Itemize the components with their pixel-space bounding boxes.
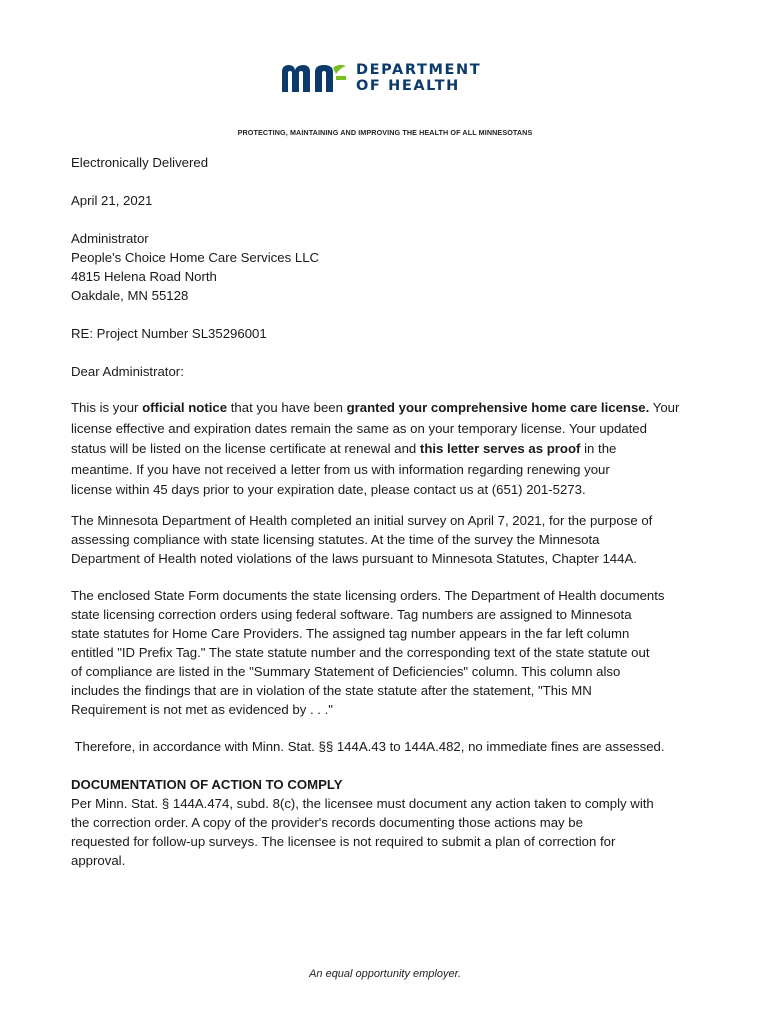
address-line: Administrator [71,231,149,246]
date-text: April 21, 2021 [71,193,153,208]
paragraph-line: Department of Health noted violations of the laws pursuant to Minnesota Statutes, Chapter 144A. [71,551,637,566]
paragraph-line: the correction order. A copy of the provider's records documenting those actions may be [71,815,583,830]
paragraph-line: state statutes for Home Care Providers. The assigned tag number appears in the far left column [71,626,630,641]
bold-letter-proof: this letter serves as proof [419,441,581,456]
paragraph-line: approval. [71,853,126,868]
paragraph-state-form [71,586,701,719]
section-documentation [71,775,701,870]
text-run: Your [649,400,680,415]
bold-granted-license: granted your comprehensive home care license. [346,400,650,415]
paragraph-line: Requirement is not met as evidenced by . . ." [71,702,333,717]
text-run: status will be listed on the license certificate at renewal and [71,441,420,456]
salutation [71,362,701,381]
paragraph-line: license within 45 days prior to your expiration date, please contact us at (651) 201-5273. [71,482,586,497]
re-text: RE: Project Number SL35296001 [71,326,267,341]
paragraph-line: Therefore, in accordance with Minn. Stat. §§ 144A.43 to 144A.482, no immediate fines are assessed. [71,739,665,754]
bold-official-notice: official notice [142,400,228,415]
paragraph-line: state licensing correction orders using federal software. Tag numbers are assigned to Minnesota [71,607,632,622]
paragraph-no-fines [71,737,701,756]
footer-eoe: An equal opportunity employer. [309,968,461,980]
paragraph-line: meantime. If you have not received a letter from us with information regarding renewing your [71,461,610,477]
paragraph-line: The enclosed State Form documents the state licensing orders. The Department of Health documents [71,588,665,603]
logo-line-department: DEPARTMENT [356,62,482,78]
paragraph-line [71,439,701,460]
section-heading: DOCUMENTATION OF ACTION TO COMPLY [71,777,343,792]
paragraph-license-granted [71,398,701,501]
paragraph-line: of compliance are listed in the "Summary Statement of Deficiencies" column. This column also [71,664,621,679]
recipient-address [71,229,701,305]
mdh-logo [280,60,481,96]
paragraph-line: Per Minn. Stat. § 144A.474, subd. 8(c), the licensee must document any action taken to comply with [71,796,654,811]
tagline: PROTECTING, MAINTAINING AND IMPROVING THE HEALTH OF ALL MINNESOTANS [237,128,533,137]
address-line: 4815 Helena Road North [71,269,217,284]
paragraph-survey [71,511,701,568]
delivery-method [71,153,701,172]
paragraph-line: entitled "ID Prefix Tag." The state statute number and the corresponding text of the state statute out [71,645,650,660]
address-line: Oakdale, MN 55128 [71,288,189,303]
text-run: This is your [71,400,143,415]
paragraph-line: assessing compliance with state licensing statutes. At the time of the survey the Minnesota [71,532,600,547]
paragraph-line: requested for follow-up surveys. The licensee is not required to submit a plan of correction for [71,834,616,849]
letter-date [71,191,701,210]
paragraph-line: includes the findings that are in violation of the state statute after the statement, "This MN [71,683,592,698]
salutation-text: Dear Administrator: [71,364,184,379]
text-run: in the [580,441,617,456]
logo-line-of-health: OF HEALTH [356,78,460,94]
reference-line [71,324,701,343]
text-run: that you have been [227,400,347,415]
paragraph-line [71,398,701,419]
delivery-text: Electronically Delivered [71,155,209,170]
paragraph-line: license effective and expiration dates remain the same as on your temporary license. Your updated [71,420,647,436]
paragraph-line: The Minnesota Department of Health completed an initial survey on April 7, 2021, for the purpose of [71,513,653,528]
address-line: People's Choice Home Care Services LLC [71,250,320,265]
mn-logo-icon [280,62,350,94]
